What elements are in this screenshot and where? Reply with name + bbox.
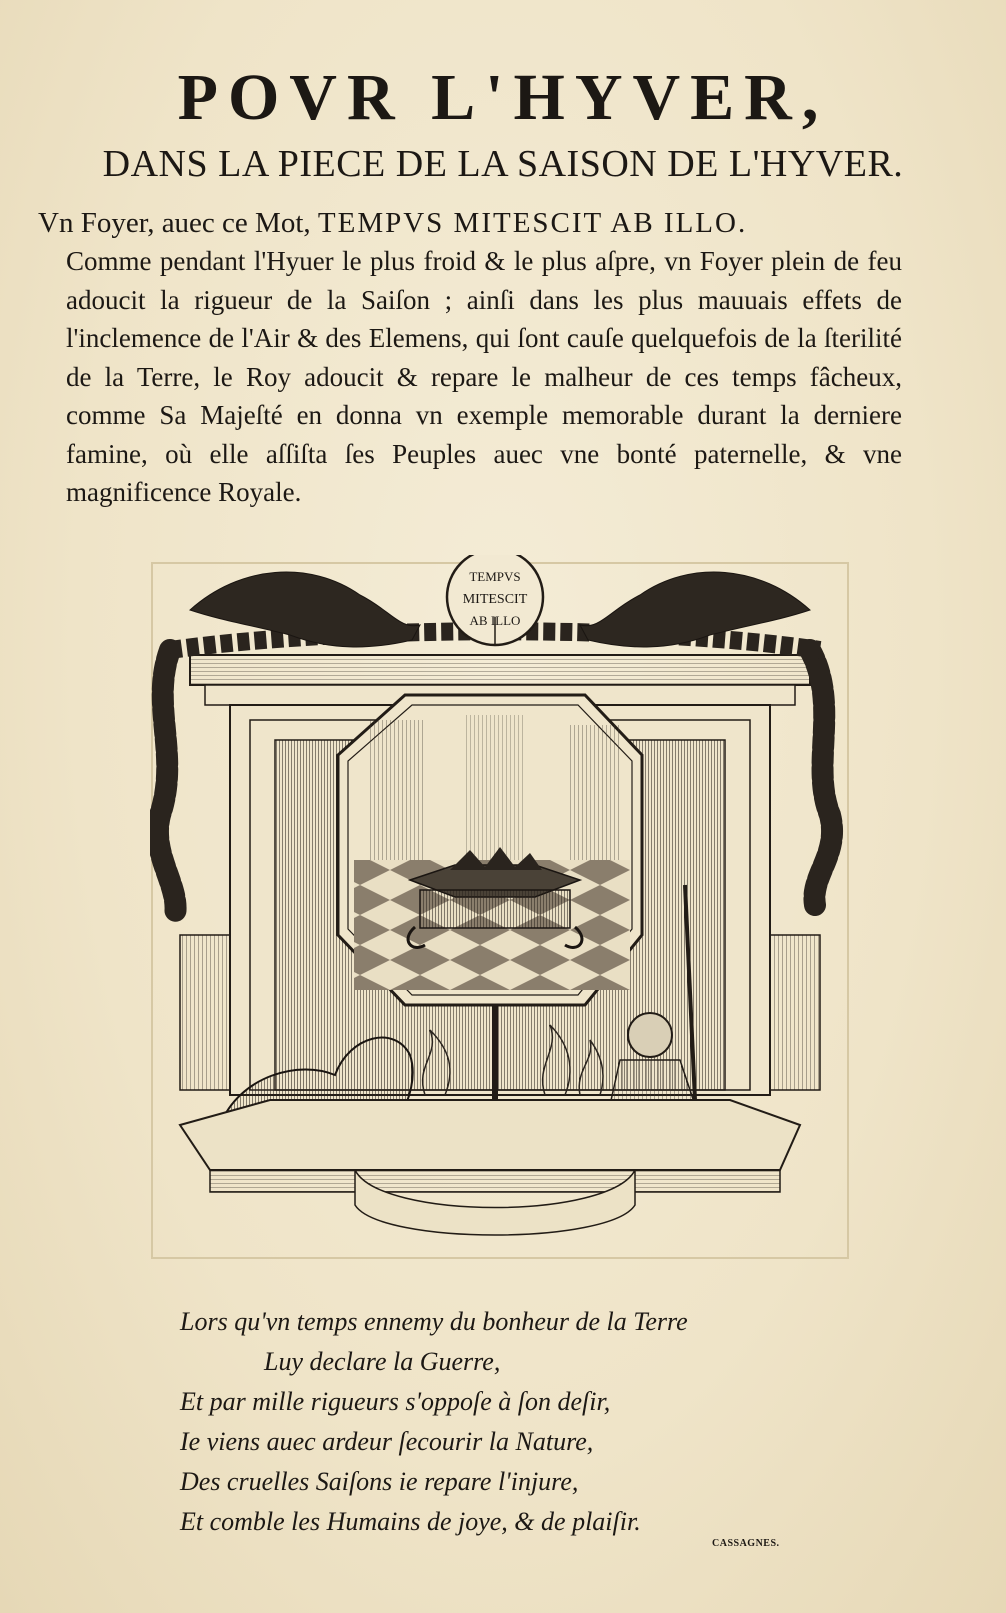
hearth-base [180,1100,800,1170]
poem-line: Lors qu'vn temps ennemy du bonheur de la Terre [180,1307,688,1336]
medallion-line-1: TEMPVS [469,569,521,584]
left-garland [158,650,176,915]
author-signature: CASSAGNES. [712,1538,780,1549]
medallion-line-3: AB ILLO [469,613,521,628]
poem-line: Ie viens auec ardeur ſecourir la Nature, [180,1427,594,1456]
lead-motto: TEMPVS MITESCIT AB ILLO. [317,207,748,239]
fireplace-engraving [150,555,850,1260]
poem-line: Des cruelles Saiſons ie repare l'injure, [180,1467,579,1496]
page-subtitle: DANS LA PIECE DE LA SAISON DE L'HYVER. [102,143,904,185]
andiron-sphere [628,1013,672,1057]
poem-line: Et par mille rigueurs s'oppoſe à ſon deſir, [180,1387,611,1416]
page-title: POVR L'HYVER, [177,61,829,134]
octagonal-panel [338,695,642,1005]
medallion-line-2: MITESCIT [462,592,528,607]
explanation-paragraph: Comme pendant l'Hyuer le plus froid & le plus aſpre, vn Foyer plein de feu adoucit la rigueur de la Saiſon ; ainſi dans les plus mauuais effets de l'inclemence de l'Air & des Elemens, qui ſont cauſe quelquefois de la ſterilité de la Terre, le Roy adoucit & repare le malheur de ces temps fâcheux, comme Sa Majeſté en donna vn exemple memorable durant la derniere famine, où elle aſſiſta ſes Peuples auec vne bonté paternelle, & vne magnificence Royale. [66,246,902,507]
lead-prefix: Vn Foyer, auec ce Mot, [38,207,311,239]
poem-line: Luy declare la Guerre, [264,1347,501,1376]
poem [180,1302,820,1542]
poem-line: Et comble les Humains de joye, & de plaiſir. [180,1507,641,1536]
device-lead-line [38,204,968,242]
motto-medallion [447,555,543,645]
right-garland [810,650,832,905]
mantel-shelf [190,655,810,685]
